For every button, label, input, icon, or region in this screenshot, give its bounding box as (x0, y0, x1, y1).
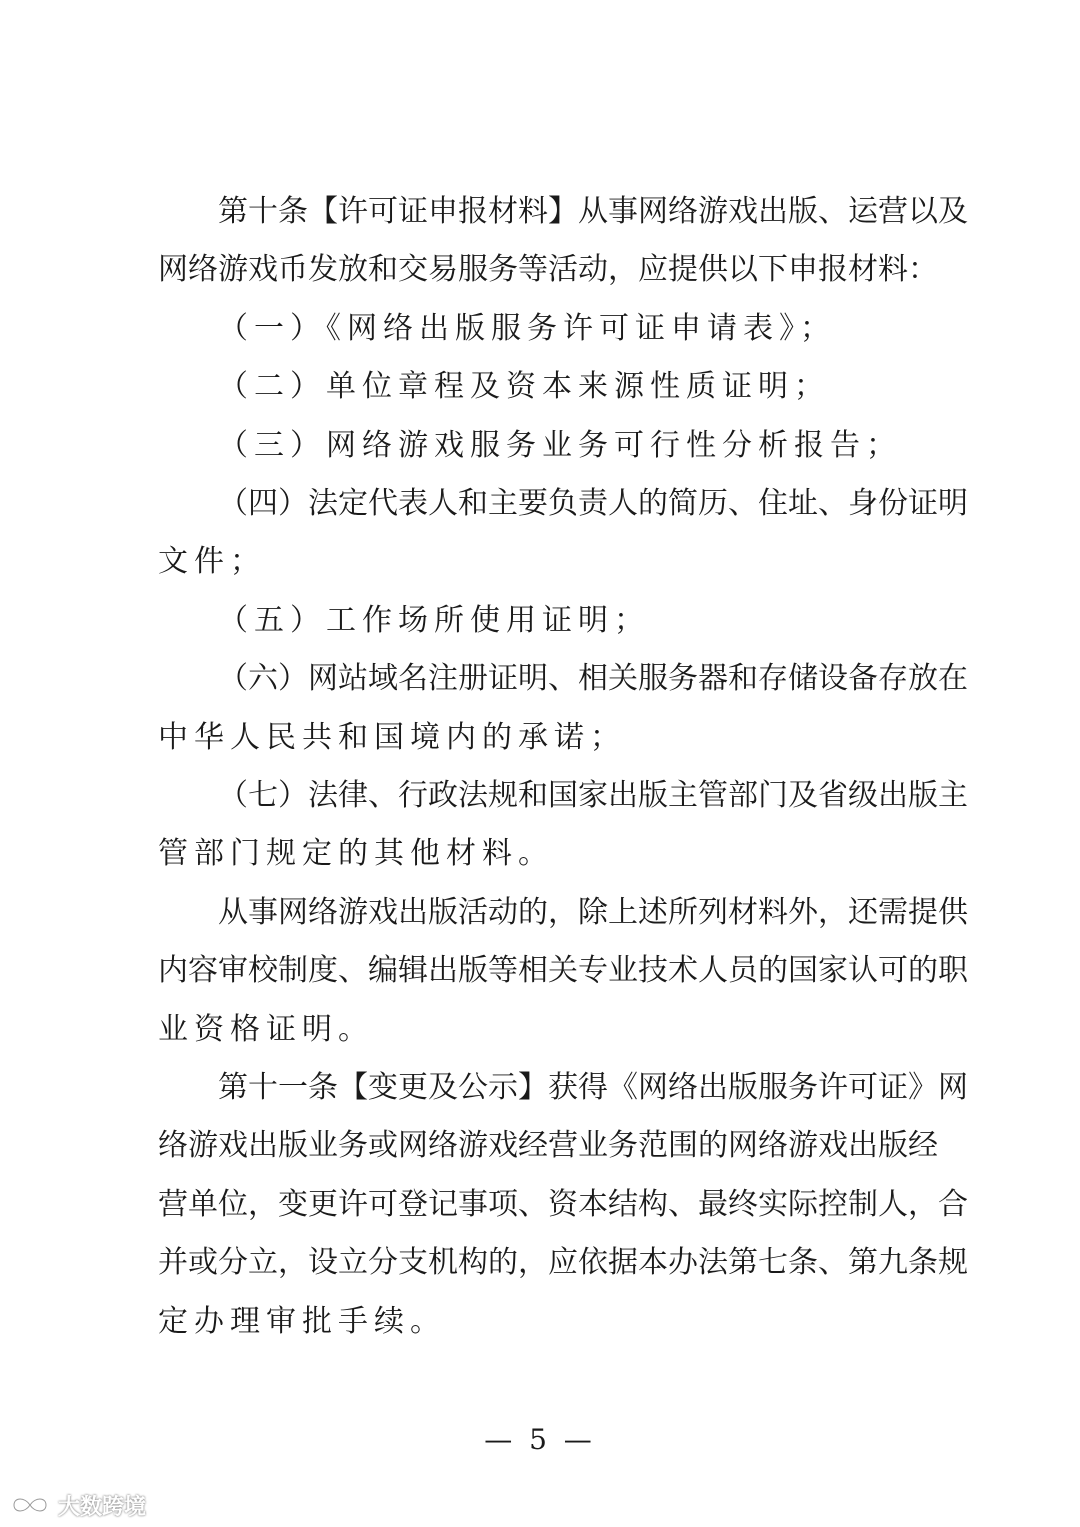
text-line: （七）法律、行政法规和国家出版主管部门及省级出版主 (218, 778, 968, 813)
text-line: 第十一条【变更及公示】获得《网络出版服务许可证》网 (218, 1070, 968, 1105)
text-line: 业资格证明。 (158, 1012, 374, 1047)
watermark-text: 大数跨境 (58, 1494, 147, 1520)
text-line: （三）网络游戏服务业务可行性分析报告； (218, 428, 902, 463)
infinity-logo-icon (8, 1493, 52, 1517)
text-line: （六）网站域名注册证明、相关服务器和存储设备存放在 (218, 661, 968, 696)
text-line: 定办理审批手续。 (158, 1304, 446, 1339)
text-line: 并或分立，设立分支机构的，应依据本办法第七条、第九条规 (158, 1245, 968, 1280)
text-line: （四）法定代表人和主要负责人的简历、住址、身份证明 (218, 486, 968, 521)
text-line: 文件； (158, 544, 266, 579)
text-line: 络游戏出版业务或网络游戏经营业务范围的网络游戏出版经 (158, 1128, 938, 1163)
text-line: 第十条【许可证申报材料】从事网络游戏出版、运营以及 (218, 194, 968, 229)
text-line: 中华人民共和国境内的承诺； (158, 720, 626, 755)
text-line: 营单位，变更许可登记事项、资本结构、最终实际控制人，合 (158, 1187, 968, 1222)
text-line: 内容审校制度、编辑出版等相关专业技术人员的国家认可的职 (158, 953, 968, 988)
watermark (8, 1490, 146, 1520)
text-line: （一）《网络出版服务许可证申请表》； (218, 311, 836, 346)
text-line: （五）工作场所使用证明； (218, 603, 650, 638)
page-number: — 5 — (484, 1423, 596, 1456)
text-line: 网络游戏币发放和交易服务等活动，应提供以下申报材料： (158, 252, 938, 287)
text-line: 管部门规定的其他材料。 (158, 836, 554, 871)
text-line: （二）单位章程及资本来源性质证明； (218, 369, 830, 404)
text-line: 从事网络游戏出版活动的，除上述所列材料外，还需提供 (218, 895, 968, 930)
